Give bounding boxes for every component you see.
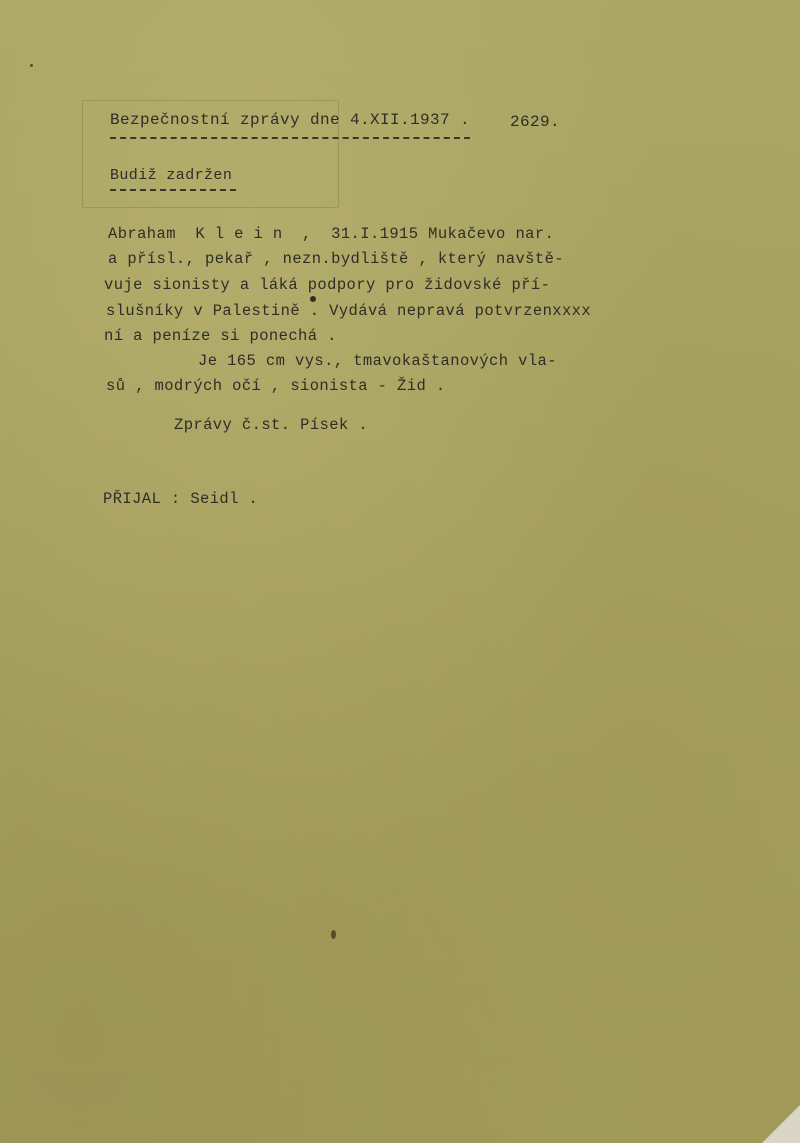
body-line: slušníky v Palestině . Vydává nepravá potvrzenxxxx <box>106 302 592 320</box>
ink-dot <box>310 296 316 302</box>
source-note: Zprávy č.st. Písek . <box>174 416 369 434</box>
subheading: Budiž zadržen <box>110 167 233 184</box>
paper-speck <box>331 930 336 939</box>
body-line: a přísl., pekař , nezn.bydliště , který navště- <box>108 250 564 268</box>
document-heading: Bezpečnostní zprávy dne 4.XII.1937 . <box>110 111 471 129</box>
torn-corner <box>762 1105 800 1143</box>
subheading-underline <box>110 189 236 191</box>
paper-speck <box>30 64 33 67</box>
received-by: PŘIJAL : Seidl . <box>103 490 259 508</box>
body-line: vuje sionisty a láká podpory pro židovské pří- <box>104 276 551 294</box>
body-line: sů , modrých očí , sionista - Žid . <box>106 377 446 395</box>
document-number: 2629. <box>510 113 561 131</box>
heading-underline <box>110 137 470 139</box>
body-line: Je 165 cm vys., tmavokaštanových vla- <box>198 352 557 370</box>
body-line: ní a peníze si ponechá . <box>104 327 337 345</box>
body-line: Abraham K l e i n , 31.I.1915 Mukačevo nar. <box>108 225 555 243</box>
